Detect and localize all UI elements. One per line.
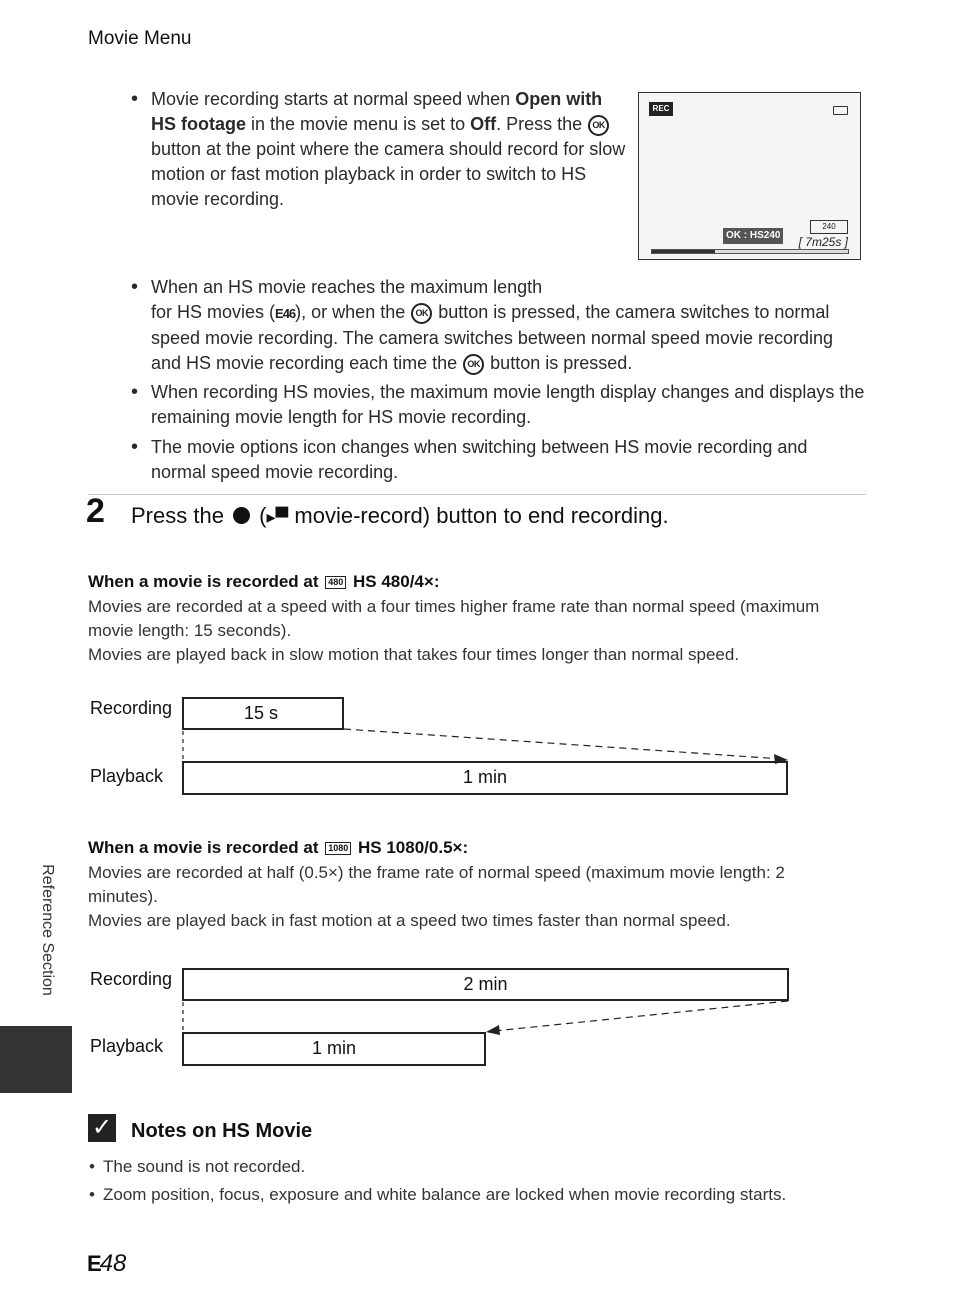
text: button at the point where the camera should record for slow motion or fast motion playback in order to switch to HS movie recording. [151,139,626,209]
bullet-dot: • [89,1157,95,1176]
ok-button-icon: OK [588,115,609,136]
side-section-label: Reference Section [39,864,56,996]
text: button is pressed. [485,353,633,373]
bold-text: Open with HS footage [151,89,603,134]
bullet-dot: • [89,1185,95,1204]
text: When recording HS movies, the maximum movie length display changes and displays the remaining movie length for HS movie recording. [151,382,865,427]
text: movie-record) button to end recording. [288,503,669,528]
text: When an HS movie reaches the maximum length [151,277,543,297]
text: . Press the [496,114,588,134]
bullet-dot: • [131,381,139,403]
note-item [89,1157,306,1177]
recording-bar: 2 min [182,968,789,1001]
bullet-dot: • [131,88,139,110]
text: button is pressed, the camera switches to normal speed movie recording. The camera switches between normal speed movie recording and HS movie recording each time the [151,302,834,373]
text: Movies are recorded at half (0.5×) the frame rate of normal speed (maximum movie length: 2 minutes). [88,863,785,906]
text: Zoom position, focus, exposure and white balance are locked when movie recording starts. [103,1185,787,1204]
playback-label: Playback [90,1036,164,1056]
text: The movie options icon changes when switching between HS movie recording and normal speed movie recording. [151,437,808,482]
text: Movie recording starts at normal speed when [151,89,516,109]
text: ( [253,503,267,528]
text: Movies are played back in slow motion that takes four times longer than normal speed. [88,645,740,664]
rec-badge: REC [649,102,673,116]
recording-label: Recording [90,969,173,989]
reference-icon: E46 [275,306,296,321]
movie-option-icon: 480 [325,576,346,589]
page-header: Movie Menu [88,28,192,49]
time-remaining: [ 7m25s ] [798,235,848,249]
text: When a movie is recorded at [88,572,324,591]
page-number-value: 48 [99,1250,127,1277]
arrow-head [486,1025,500,1035]
text: The sound is not recorded. [103,1157,306,1176]
notes-title: Notes on HS Movie [131,1120,313,1142]
bullet-dot: • [131,436,139,458]
text: Press the [131,503,231,528]
ok-hs-indicator: OK : HS240 [723,228,783,244]
playback-label: Playback [90,766,164,786]
movie-option-icon: 1080 [325,842,351,855]
text: for HS movies ( [151,302,276,322]
text: Movies are played back in fast motion at a speed two times faster than normal speed. [88,911,731,930]
page-number [87,1250,126,1278]
side-tab-marker [0,1026,72,1093]
step-number: 2 [86,492,105,530]
note-item [89,1185,787,1205]
text: ), or when the [295,302,411,322]
reference-section-icon: E [87,1251,100,1276]
recording-label: Recording [90,698,173,718]
recording-bar: 15 s [182,697,344,730]
bold-text: Off [470,114,497,134]
movie-camera-icon: ▸▀ [266,507,289,527]
ok-button-icon: OK [411,303,432,324]
text: in the movie menu is set to [246,114,471,134]
playback-bar: 1 min [182,1032,486,1066]
bullet-dot: • [131,276,139,298]
playback-bar: 1 min [182,761,788,795]
text: HS 480/4×: [348,572,440,591]
compress-arrow-line [494,1001,788,1031]
checkmark-icon: ✓ [88,1114,116,1142]
movie-mode-icon: 240 [810,220,848,234]
text: HS 1080/0.5×: [353,838,469,857]
ok-button-icon: OK [463,354,484,375]
text: Movies are recorded at a speed with a four times higher frame rate than normal speed (maximum movie length: 15 seconds). [88,597,820,640]
text: When a movie is recorded at [88,838,324,857]
